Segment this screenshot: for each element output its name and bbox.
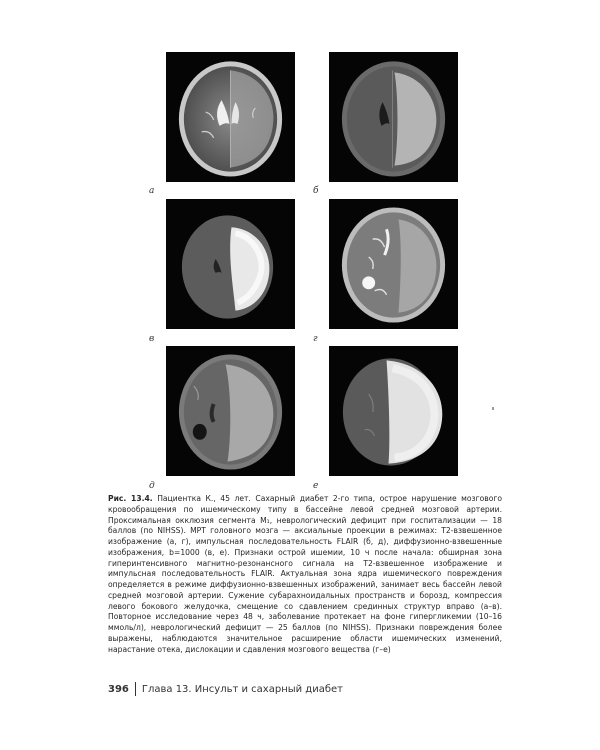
mri-dwi-image — [166, 199, 295, 329]
panel-label-e: е — [313, 481, 319, 491]
mri-dwi-followup-image — [329, 346, 458, 476]
mri-panel-a — [166, 52, 295, 182]
panel-label-d: д — [149, 481, 155, 491]
panel-label-a: а — [149, 186, 155, 196]
panel-label-v: в — [149, 334, 155, 344]
panel-label-g: г — [313, 334, 318, 344]
figure-caption — [108, 494, 502, 655]
caption-title: Рис. 13.4. — [108, 494, 153, 503]
mri-panel-b — [329, 52, 458, 182]
mri-flair-image — [329, 52, 458, 182]
mri-panel-e — [329, 346, 458, 476]
chapter-title: Глава 13. Инсульт и сахарный диабет — [141, 683, 343, 695]
caption-text: Пациентка К., 45 лет. Сахарный диабет 2-го типа, острое нарушение мозгового кровообращения по ишемическому типу в бассейне левой средней мозговой артерии. Проксимальная окклюзия сегмента M₁, неврологический дефицит при госпитализации — 18 баллов (по NIHSS). МРТ головного мозга — аксиальные проекции в режимах: T2-взвешенное изображение (а, г), импульсная последовательность FLAIR (б, д), диффузионно-взвешенные изображения, b=1000 (в, е). Признаки острой ишемии, 10 ч после начала: обширная зона гиперинтенсивного магнитно-резонансного сигнала на T2-взвешенное изображение и импульсная последовательность FLAIR. Актуальная зона ядра ишемического повреждения определяется в режиме диффузионно-взвешенных изображений, занимает весь бассейн левой средней мозговой артерии. Сужение субарахноидальных пространств и борозд, компрессия левого бокового желудочка, смещение со сдавлением срединных структур вправо (а–в). Повторное исследование через 48 ч, заболевание протекает на фоне гипергликемии (10–16 ммоль/л), неврологический дефицит — 25 баллов (по NIHSS). Признаки повреждения более выражены, наблюдаются значительное расширение области ишемических изменений, нарастание отека, дислокации и сдавления мозгового вещества (г–е) — [108, 494, 502, 654]
mri-panel-v — [166, 199, 295, 329]
panel-label-b: б — [313, 186, 319, 196]
mri-t2-followup-image — [329, 199, 458, 329]
mri-t2-image — [166, 52, 295, 182]
mri-panel-d — [166, 346, 295, 476]
scan-mark — [492, 407, 494, 410]
page-footer — [108, 682, 343, 696]
footer-separator — [135, 682, 136, 696]
mri-panel-g — [329, 199, 458, 329]
mri-flair-followup-image — [166, 346, 295, 476]
page-number: 396 — [108, 683, 129, 695]
